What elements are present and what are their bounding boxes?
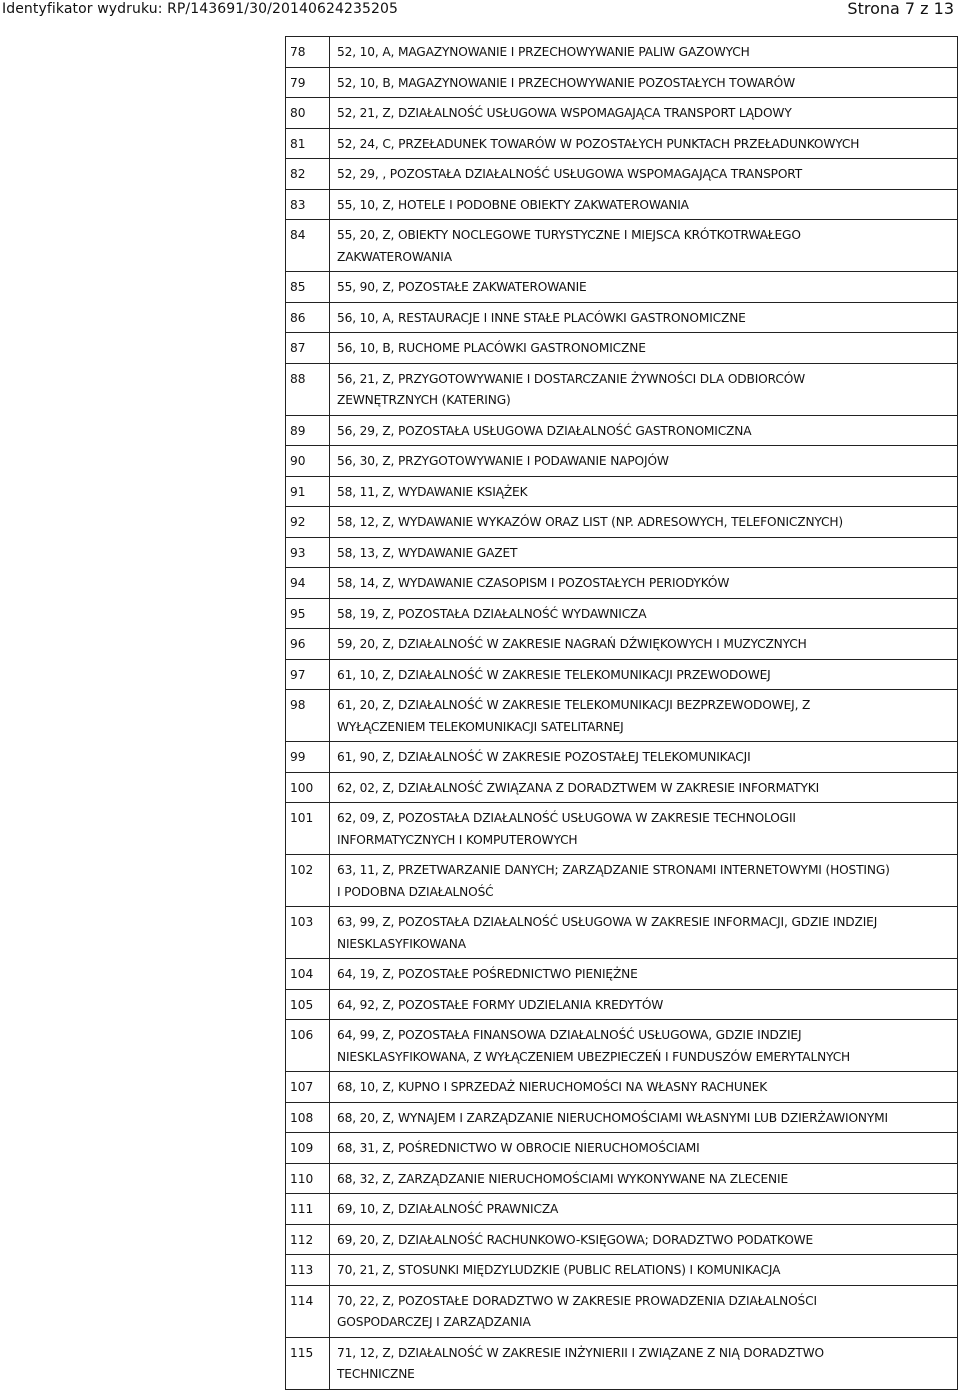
description-line: 63, 11, Z, PRZETWARZANIE DANYCH; ZARZĄDZANIE STRONAMI INTERNETOWYMI (HOSTING) (337, 863, 890, 877)
description-line: INFORMATYCZNYCH I KOMPUTEROWYCH (337, 832, 578, 847)
description-line: 56, 29, Z, POZOSTAŁA USŁUGOWA DZIAŁALNOŚĆ GASTRONOMICZNA (337, 423, 752, 438)
activity-description (330, 690, 958, 742)
table-row (286, 659, 958, 690)
table-row (286, 803, 958, 855)
description-line: 63, 99, Z, POZOSTAŁA DZIAŁALNOŚĆ USŁUGOWA W ZAKRESIE INFORMACJI, GDZIE INDZIEJ (337, 915, 878, 929)
description-line: NIESKLASYFIKOWANA, Z WYŁĄCZENIEM UBEZPIECZEŃ I FUNDUSZÓW EMERYTALNYCH (337, 1049, 851, 1064)
activity-description (330, 415, 958, 446)
table-row (286, 1072, 958, 1103)
row-number: 94 (286, 568, 330, 599)
table-row (286, 128, 958, 159)
activity-description (330, 1072, 958, 1103)
activity-description (330, 272, 958, 303)
table-row (286, 507, 958, 538)
table-row (286, 1255, 958, 1286)
description-line: 71, 12, Z, DZIAŁALNOŚĆ W ZAKRESIE INŻYNIERII I ZWIĄZANE Z NIĄ DORADZTWO (337, 1345, 824, 1360)
activity-description (330, 772, 958, 803)
table-row (286, 1285, 958, 1337)
description-line: 58, 12, Z, WYDAWANIE WYKAZÓW ORAZ LIST (NP. ADRESOWYCH, TELEFONICZNYCH) (337, 515, 844, 529)
description-line: TECHNICZNE (337, 1367, 415, 1381)
activity-description (330, 1255, 958, 1286)
activity-description (330, 1102, 958, 1133)
table-row (286, 159, 958, 190)
table-row (286, 333, 958, 364)
activity-description (330, 476, 958, 507)
activity-description (330, 803, 958, 855)
description-line: 61, 20, Z, DZIAŁALNOŚĆ W ZAKRESIE TELEKOMUNIKACJI BEZPRZEWODOWEJ, Z (337, 698, 811, 712)
row-number: 106 (286, 1020, 330, 1072)
page-header (0, 0, 960, 22)
row-number: 99 (286, 742, 330, 773)
row-number: 91 (286, 476, 330, 507)
activity-description (330, 333, 958, 364)
row-number: 105 (286, 989, 330, 1020)
description-line: 55, 90, Z, POZOSTAŁE ZAKWATEROWANIE (337, 280, 587, 294)
table-row (286, 272, 958, 303)
activity-description (330, 507, 958, 538)
row-number: 110 (286, 1163, 330, 1194)
description-line: 58, 19, Z, POZOSTAŁA DZIAŁALNOŚĆ WYDAWNICZA (337, 606, 647, 621)
description-line: I PODOBNA DZIAŁALNOŚĆ (337, 884, 494, 899)
row-number: 85 (286, 272, 330, 303)
description-line: 56, 30, Z, PRZYGOTOWYWANIE I PODAWANIE NAPOJÓW (337, 454, 669, 468)
pkd-activity-table (285, 36, 958, 1390)
activity-description (330, 67, 958, 98)
row-number: 109 (286, 1133, 330, 1164)
activity-description (330, 446, 958, 477)
row-number: 79 (286, 67, 330, 98)
table-row (286, 989, 958, 1020)
description-line: 55, 20, Z, OBIEKTY NOCLEGOWE TURYSTYCZNE I MIEJSCA KRÓTKOTRWAŁEGO (337, 228, 801, 242)
table-row (286, 98, 958, 129)
description-line: 52, 21, Z, DZIAŁALNOŚĆ USŁUGOWA WSPOMAGAJĄCA TRANSPORT LĄDOWY (337, 106, 792, 120)
activity-description (330, 363, 958, 415)
description-line: 62, 02, Z, DZIAŁALNOŚĆ ZWIĄZANA Z DORADZTWEM W ZAKRESIE INFORMATYKI (337, 780, 820, 795)
description-line: 59, 20, Z, DZIAŁALNOŚĆ W ZAKRESIE NAGRAŃ DŹWIĘKOWYCH I MUZYCZNYCH (337, 637, 807, 651)
table-row (286, 959, 958, 990)
activity-description (330, 598, 958, 629)
row-number: 82 (286, 159, 330, 190)
description-line: 55, 10, Z, HOTELE I PODOBNE OBIEKTY ZAKWATEROWANIA (337, 197, 689, 212)
row-number: 112 (286, 1224, 330, 1255)
row-number: 111 (286, 1194, 330, 1225)
row-number: 83 (286, 189, 330, 220)
activity-description (330, 220, 958, 272)
description-line: 52, 24, C, PRZEŁADUNEK TOWARÓW W POZOSTAŁYCH PUNKTACH PRZEŁADUNKOWYCH (337, 136, 860, 151)
activity-description (330, 907, 958, 959)
activity-description (330, 159, 958, 190)
table-row (286, 1102, 958, 1133)
table-row (286, 476, 958, 507)
description-line: 62, 09, Z, POZOSTAŁA DZIAŁALNOŚĆ USŁUGOWA W ZAKRESIE TECHNOLOGII (337, 811, 796, 825)
description-line: ZAKWATEROWANIA (337, 249, 452, 264)
table-row (286, 1133, 958, 1164)
row-number: 88 (286, 363, 330, 415)
table-row (286, 537, 958, 568)
row-number: 95 (286, 598, 330, 629)
row-number: 97 (286, 659, 330, 690)
row-number: 108 (286, 1102, 330, 1133)
activity-description (330, 959, 958, 990)
activity-description (330, 659, 958, 690)
activity-description (330, 568, 958, 599)
row-number: 113 (286, 1255, 330, 1286)
description-line: 56, 10, B, RUCHOME PLACÓWKI GASTRONOMICZNE (337, 341, 646, 355)
description-line: 61, 90, Z, DZIAŁALNOŚĆ W ZAKRESIE POZOSTAŁEJ TELEKOMUNIKACJI (337, 750, 751, 764)
table-row (286, 415, 958, 446)
description-line: 64, 99, Z, POZOSTAŁA FINANSOWA DZIAŁALNOŚĆ USŁUGOWA, GDZIE INDZIEJ (337, 1028, 802, 1042)
table-row (286, 37, 958, 68)
description-line: 64, 92, Z, POZOSTAŁE FORMY UDZIELANIA KREDYTÓW (337, 997, 664, 1012)
table-row (286, 1194, 958, 1225)
row-number: 96 (286, 629, 330, 660)
row-number: 104 (286, 959, 330, 990)
description-line: 69, 10, Z, DZIAŁALNOŚĆ PRAWNICZA (337, 1202, 559, 1216)
row-number: 102 (286, 855, 330, 907)
description-line: 64, 19, Z, POZOSTAŁE POŚREDNICTWO PIENIĘŻNE (337, 967, 638, 981)
table-row (286, 446, 958, 477)
description-line: 58, 11, Z, WYDAWANIE KSIĄŻEK (337, 484, 528, 499)
description-line: 52, 29, , POZOSTAŁA DZIAŁALNOŚĆ USŁUGOWA WSPOMAGAJĄCA TRANSPORT (337, 167, 803, 181)
activity-description (330, 855, 958, 907)
activity-description (330, 37, 958, 68)
activity-description (330, 989, 958, 1020)
table-row (286, 189, 958, 220)
description-line: 70, 21, Z, STOSUNKI MIĘDZYLUDZKIE (PUBLIC RELATIONS) I KOMUNIKACJA (337, 1263, 781, 1277)
description-line: 68, 20, Z, WYNAJEM I ZARZĄDZANIE NIERUCHOMOŚCIAMI WŁASNYMI LUB DZIERŻAWIONYMI (337, 1110, 888, 1125)
table-row (286, 1020, 958, 1072)
table-row (286, 772, 958, 803)
description-line: GOSPODARCZEJ I ZARZĄDZANIA (337, 1315, 531, 1329)
description-line: 68, 10, Z, KUPNO I SPRZEDAŻ NIERUCHOMOŚCI NA WŁASNY RACHUNEK (337, 1080, 768, 1094)
description-line: 61, 10, Z, DZIAŁALNOŚĆ W ZAKRESIE TELEKOMUNIKACJI PRZEWODOWEJ (337, 667, 771, 682)
table-row (286, 67, 958, 98)
table-row (286, 742, 958, 773)
table-row (286, 1224, 958, 1255)
row-number: 86 (286, 302, 330, 333)
description-line: 52, 10, A, MAGAZYNOWANIE I PRZECHOWYWANIE PALIW GAZOWYCH (337, 45, 750, 59)
activity-description (330, 128, 958, 159)
description-line: 69, 20, Z, DZIAŁALNOŚĆ RACHUNKOWO-KSIĘGOWA; DORADZTWO PODATKOWE (337, 1232, 814, 1247)
description-line: 70, 22, Z, POZOSTAŁE DORADZTWO W ZAKRESIE PROWADZENIA DZIAŁALNOŚCI (337, 1293, 817, 1308)
row-number: 114 (286, 1285, 330, 1337)
activity-description (330, 98, 958, 129)
description-line: 58, 14, Z, WYDAWANIE CZASOPISM I POZOSTAŁYCH PERIODYKÓW (337, 576, 730, 590)
activity-description (330, 189, 958, 220)
row-number: 107 (286, 1072, 330, 1103)
row-number: 89 (286, 415, 330, 446)
row-number: 103 (286, 907, 330, 959)
description-line: NIESKLASYFIKOWANA (337, 936, 466, 951)
row-number: 101 (286, 803, 330, 855)
row-number: 100 (286, 772, 330, 803)
description-line: 56, 10, A, RESTAURACJE I INNE STAŁE PLACÓWKI GASTRONOMICZNE (337, 310, 746, 325)
activity-description (330, 1224, 958, 1255)
table-row (286, 568, 958, 599)
table-row (286, 855, 958, 907)
table-row (286, 302, 958, 333)
row-number: 81 (286, 128, 330, 159)
row-number: 87 (286, 333, 330, 364)
description-line: ZEWNĘTRZNYCH (KATERING) (337, 393, 511, 407)
description-line: 58, 13, Z, WYDAWANIE GAZET (337, 545, 518, 560)
description-line: 52, 10, B, MAGAZYNOWANIE I PRZECHOWYWANIE POZOSTAŁYCH TOWARÓW (337, 75, 796, 90)
table-row (286, 629, 958, 660)
description-line: 68, 31, Z, POŚREDNICTWO W OBROCIE NIERUCHOMOŚCIAMI (337, 1141, 700, 1155)
activity-description (330, 1020, 958, 1072)
activity-description (330, 302, 958, 333)
activity-description (330, 1133, 958, 1164)
table-row (286, 598, 958, 629)
activity-description (330, 1285, 958, 1337)
pkd-table-body (286, 37, 958, 1390)
activity-description (330, 742, 958, 773)
activity-description (330, 1163, 958, 1194)
table-row (286, 1163, 958, 1194)
row-number: 93 (286, 537, 330, 568)
table-row (286, 690, 958, 742)
page-number: Strona 7 z 13 (847, 0, 954, 18)
row-number: 84 (286, 220, 330, 272)
row-number: 92 (286, 507, 330, 538)
table-row (286, 220, 958, 272)
table-row (286, 1337, 958, 1389)
activity-description (330, 1194, 958, 1225)
row-number: 115 (286, 1337, 330, 1389)
table-row (286, 907, 958, 959)
description-line: WYŁĄCZENIEM TELEKOMUNIKACJI SATELITARNEJ (337, 719, 624, 734)
activity-description (330, 629, 958, 660)
row-number: 80 (286, 98, 330, 129)
table-row (286, 363, 958, 415)
description-line: 56, 21, Z, PRZYGOTOWYWANIE I DOSTARCZANIE ŻYWNOŚCI DLA ODBIORCÓW (337, 371, 806, 386)
activity-description (330, 1337, 958, 1389)
row-number: 98 (286, 690, 330, 742)
activity-description (330, 537, 958, 568)
row-number: 90 (286, 446, 330, 477)
description-line: 68, 32, Z, ZARZĄDZANIE NIERUCHOMOŚCIAMI WYKONYWANE NA ZLECENIE (337, 1171, 789, 1186)
row-number: 78 (286, 37, 330, 68)
print-identifier: Identyfikator wydruku: RP/143691/30/20140624235205 (2, 1, 399, 17)
